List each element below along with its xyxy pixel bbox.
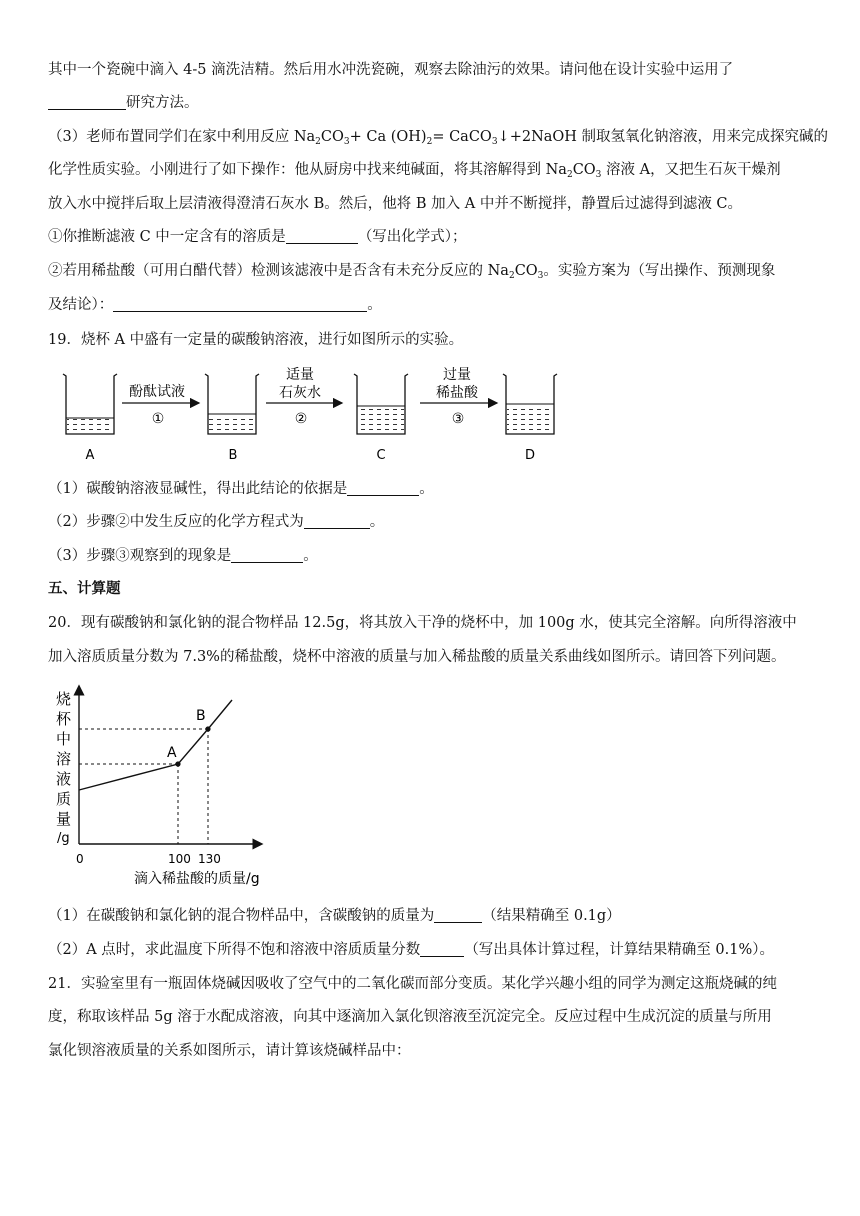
arrow-3-reagent: 稀盐酸 [436, 385, 478, 401]
answer-blank[interactable] [420, 942, 464, 957]
point-a-label: A [167, 745, 177, 761]
y-label-char: 量 [56, 810, 72, 828]
text: 及结论）： [48, 297, 114, 313]
text: 。 [419, 481, 434, 497]
q19-part-3 [48, 546, 318, 566]
text: （3）老师布置同学们在家中利用反应 Na [48, 129, 316, 145]
arrow-1-step: ① [151, 411, 165, 427]
q18-line-5: 放入水中搅拌后取上层清液得澄清石灰水 B。然后，他将 B 加入 A 中并不断搅拌，静置后过滤得到滤液 C。 [48, 196, 743, 212]
text: 溶液 A，又把生石灰干燥剂 [601, 162, 781, 178]
series-line [79, 700, 232, 790]
beaker-label-d: D [524, 448, 536, 463]
answer-blank[interactable] [434, 908, 482, 923]
tick-label: 100 [168, 852, 191, 866]
text: （1）碳酸钠溶液显碱性，得出此结论的依据是 [48, 481, 348, 497]
arrow-1-reagent: 酚酞试液 [129, 384, 185, 400]
text: （2）A 点时，求此温度下所得不饱和溶液中溶质质量分数 [48, 942, 421, 958]
tick-label: 130 [198, 852, 221, 866]
text: （1）在碳酸钠和氯化钠的混合物样品中，含碳酸钠的质量为 [48, 908, 435, 924]
q21-line-1: 21．实验室里有一瓶固体烧碱因吸收了空气中的二氧化碳而部分变质。某化学兴趣小组的同学为测定这瓶烧碱的纯 [48, 976, 777, 992]
text: （写出化学式）； [357, 229, 467, 245]
beaker-a [63, 374, 117, 463]
text: （3）步骤③观察到的现象是 [48, 548, 232, 564]
q20-chart [48, 684, 308, 894]
q18-line-6 [48, 227, 467, 247]
beaker-b [205, 374, 259, 463]
text: ↓+2NaOH 制取氢氧化钠溶液，用来完成探究碱的 [497, 129, 829, 145]
y-label-char: 杯 [56, 710, 72, 728]
q19-part-1 [48, 479, 434, 499]
q20-part-1 [48, 906, 621, 926]
q19-experiment-diagram [0, 362, 860, 467]
section-heading: 五、计算题 [48, 581, 121, 597]
text: ②若用稀盐酸（可用白醋代替）检测该滤液中是否含有未充分反应的 Na [48, 263, 509, 279]
q18-line-1: 其中一个瓷碗中滴入 4-5 滴洗洁精。然后用水冲洗瓷碗，观察去除油污的效果。请问他在设计实验中运用了 [48, 62, 734, 78]
arrow-step-1 [122, 383, 199, 427]
text: CO [514, 263, 538, 279]
q18-line-8 [48, 295, 382, 315]
text: = CaCO [432, 129, 492, 145]
text: （写出具体计算过程，计算结果精确至 0.1%）。 [464, 942, 775, 958]
q21-line-3: 氯化钡溶液质量的关系如图所示，请计算该烧碱样品中： [48, 1043, 411, 1059]
tick-label: 0 [76, 852, 84, 866]
point-b [205, 726, 210, 731]
y-label-char: 溶 [56, 750, 72, 768]
point-a [175, 761, 180, 766]
q18-line-3: （3）老师布置同学们在家中利用反应 $Na_2CO_3+ Ca$ $(OH)_2=$ CaCO$_3$↓+2NaOH 制取氢氧化钠溶液，用来完成探究碱的 [48, 129, 829, 147]
q20-part-2 [48, 940, 774, 960]
y-axis-label [56, 690, 72, 846]
answer-blank[interactable] [347, 481, 419, 496]
answer-blank[interactable] [113, 297, 367, 312]
arrow-2-reagent: 石灰水 [279, 385, 321, 401]
text: + Ca (OH) [349, 129, 427, 145]
y-label-char: 中 [56, 730, 72, 748]
text: 。 [303, 548, 318, 564]
arrow-3-amount: 过量 [443, 367, 471, 383]
beaker-label-a: A [85, 448, 95, 463]
q18-line-4: 化学性质实验。小刚进行了如下操作：他从厨房中找来纯碱面，将其溶解得到 $Na_2CO_3$ 溶液 A，又把生石灰干燥剂 [48, 162, 781, 180]
arrow-2-step: ② [294, 411, 308, 427]
text: 。 [369, 514, 385, 530]
point-b-label: B [196, 708, 206, 724]
answer-blank[interactable] [48, 95, 126, 110]
q20-line-2: 加入溶质质量分数为 7.3%的稀盐酸，烧杯中溶液的质量与加入稀盐酸的质量关系曲线如图所示。请回答下列问题。 [48, 649, 786, 665]
q21-line-2: 度，称取该样品 5g 溶于水配成溶液，向其中逐滴加入氯化钡溶液至沉淀完全。反应过程中生成沉淀的质量与所用 [48, 1009, 772, 1025]
text: （结果精确至 0.1g） [482, 908, 621, 924]
y-label-char: /g [57, 831, 70, 846]
answer-blank[interactable] [304, 514, 370, 529]
answer-blank[interactable] [231, 548, 303, 563]
text: 。实验方案为（写出操作、预测现象 [543, 263, 776, 279]
text: CO [572, 162, 596, 178]
text: （2）步骤②中发生反应的化学方程式为 [48, 514, 304, 530]
y-label-char: 质 [56, 790, 72, 808]
beaker-label-b: B [228, 448, 238, 463]
q18-line-2 [48, 93, 199, 113]
text: ①你推断滤液 C 中一定含有的溶质是 [48, 229, 286, 245]
x-axis-label: 滴入稀盐酸的质量/g [134, 871, 260, 887]
q18-line-2-text: 研究方法。 [126, 95, 199, 111]
q20-line-1: 20．现有碳酸钠和氯化钠的混合物样品 12.5g，将其放入干净的烧杯中，加 100g 水，使其完全溶解。向所得溶液中 [48, 615, 797, 631]
text: 。 [367, 297, 382, 313]
q19-stem: 19．烧杯 A 中盛有一定量的碳酸钠溶液，进行如图所示的实验。 [48, 332, 464, 348]
text: CO [320, 129, 344, 145]
arrow-2-amount: 适量 [286, 367, 314, 383]
arrow-step-3 [420, 367, 497, 427]
beaker-d [503, 374, 557, 463]
beaker-label-c: C [376, 448, 386, 463]
y-label-char: 烧 [56, 690, 72, 708]
q19-part-2 [48, 512, 384, 532]
arrow-3-step: ③ [451, 411, 465, 427]
beaker-c [354, 374, 408, 463]
q18-line-7: ②若用稀盐酸（可用白醋代替）检测该滤液中是否含有未充分反应的 $Na_2CO_3$。实验方案为（写出操作、预测现象 [48, 263, 776, 281]
arrow-step-2 [266, 367, 342, 427]
y-label-char: 液 [56, 770, 72, 788]
text: 化学性质实验。小刚进行了如下操作：他从厨房中找来纯碱面，将其溶解得到 Na [48, 162, 567, 178]
answer-blank[interactable] [286, 229, 358, 244]
